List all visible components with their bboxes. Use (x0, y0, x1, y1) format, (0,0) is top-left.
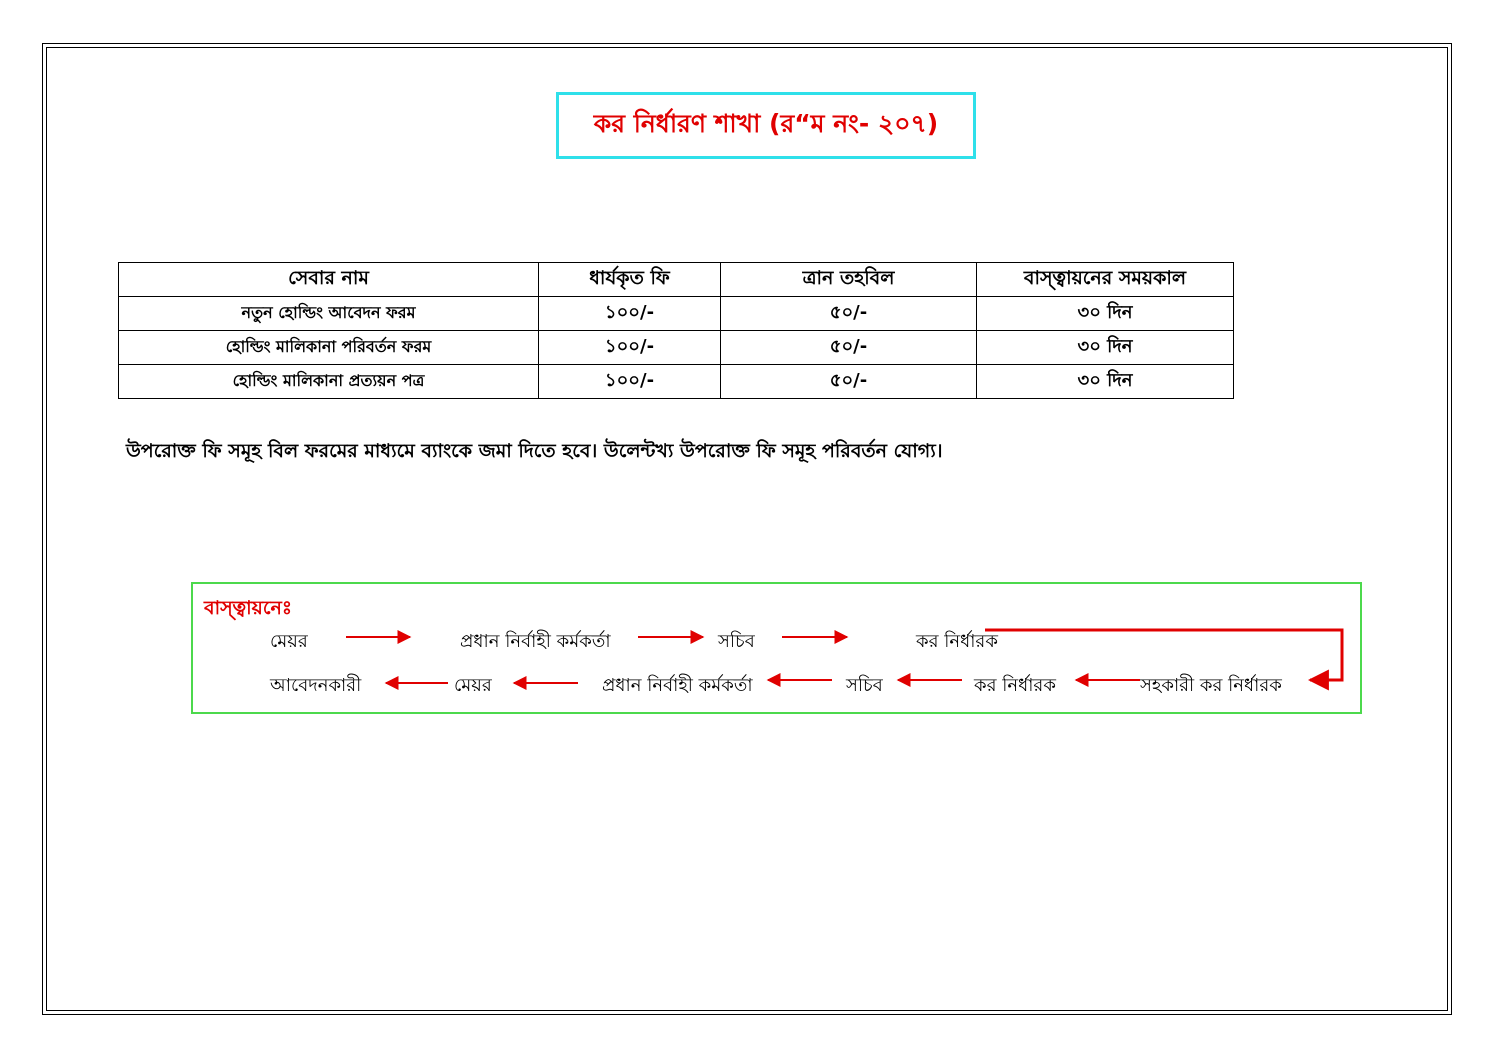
fee-note: উপরোক্ত ফি সমূহ বিল ফরমের মাধ্যমে ব্যাংকে জমা দিতে হবে। উলেন্টখ্য উপরোক্ত ফি সমূহ পরিবর্তন যোগ্য। (126, 440, 943, 462)
flow-node-ceo-1: প্রধান নির্বাহী কর্মকর্তা (460, 631, 611, 652)
cell-fee: ১০০/- (539, 365, 721, 399)
flow-node-mayor-2: মেয়র (454, 675, 492, 696)
flow-node-ceo-2: প্রধান নির্বাহী কর্মকর্তা (602, 675, 753, 696)
cell-relief: ৫০/- (721, 331, 977, 365)
cell-fee: ১০০/- (539, 331, 721, 365)
flow-node-assessor-2: কর নির্ধারক (974, 675, 1056, 696)
arrow-assessor-to-assistant (985, 630, 1342, 680)
header-duration: বাস্ত্বায়নের সময়কাল (977, 263, 1234, 297)
flow-node-assessor-1: কর নির্ধারক (916, 631, 998, 652)
cell-duration: ৩০ দিন (977, 365, 1234, 399)
cell-fee: ১০০/- (539, 297, 721, 331)
cell-relief: ৫০/- (721, 365, 977, 399)
cell-service: হোল্ডিং মালিকানা পরিবর্তন ফরম (119, 331, 539, 365)
process-flow-title: বাস্ত্বায়নেঃ (204, 597, 292, 619)
cell-relief: ৫০/- (721, 297, 977, 331)
cell-service: নতুন হোল্ডিং আবেদন ফরম (119, 297, 539, 331)
flow-node-mayor-1: মেয়র (270, 631, 308, 652)
page-title: কর নির্ধারণ শাখা (র“ম নং- ২০৭) (593, 109, 939, 138)
flow-node-assistant-assessor: সহকারী কর নির্ধারক (1140, 675, 1282, 696)
header-relief-fund: ত্রান তহবিল (721, 263, 977, 297)
cell-service: হোল্ডিং মালিকানা প্রত্যয়ন পত্র (119, 365, 539, 399)
flow-node-secretary-2: সচিব (846, 675, 883, 696)
header-fee: ধার্যকৃত ফি (539, 263, 721, 297)
flow-node-applicant: আবেদনকারী (270, 675, 362, 696)
cell-duration: ৩০ দিন (977, 297, 1234, 331)
cell-duration: ৩০ দিন (977, 331, 1234, 365)
flow-node-secretary-1: সচিব (718, 631, 755, 652)
header-service-name: সেবার নাম (119, 263, 539, 297)
